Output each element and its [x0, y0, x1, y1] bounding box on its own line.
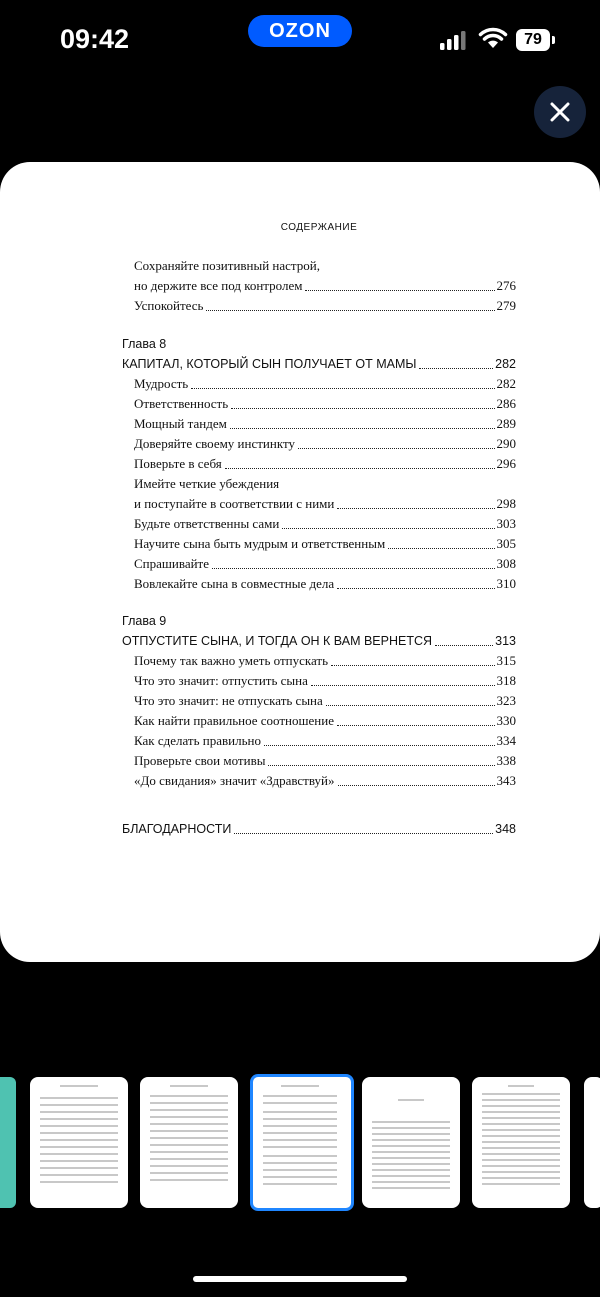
spacer — [122, 791, 516, 819]
toc-entry-page: 279 — [496, 298, 516, 313]
dot-leader — [234, 833, 493, 834]
page-thumbnail[interactable] — [472, 1077, 570, 1208]
toc-entry — [122, 434, 516, 454]
chapter-title-row — [122, 631, 516, 651]
dot-leader — [298, 448, 495, 449]
toc-entry-page: 318 — [496, 673, 516, 688]
dot-leader — [388, 548, 494, 549]
dot-leader — [206, 310, 494, 311]
dot-leader — [264, 745, 495, 746]
cellular-signal-icon — [440, 30, 466, 50]
dot-leader — [419, 368, 493, 369]
chapter-title: ОТПУСТИТЕ СЫНА, И ТОГДА ОН К ВАМ ВЕРНЕТСЯ — [122, 634, 433, 648]
chapter-label: Глава 8 — [122, 337, 167, 351]
toc-entry-page: 298 — [496, 496, 516, 511]
toc-entry-title: Мудрость — [134, 376, 189, 391]
toc-entry — [122, 731, 516, 751]
toc-entry — [122, 671, 516, 691]
toc-entry-page: 343 — [496, 773, 516, 788]
close-icon — [550, 102, 570, 122]
dot-leader — [337, 588, 494, 589]
page-thumbnail[interactable] — [584, 1077, 600, 1208]
toc-entry — [122, 394, 516, 414]
clock: 09:42 — [60, 24, 130, 54]
table-of-contents — [122, 222, 516, 839]
toc-entry-title: Вовлекайте сына в совместные дела — [134, 576, 335, 591]
toc-entry-title: Успокойтесь — [134, 298, 204, 313]
toc-entry-title: Будьте ответственны сами — [134, 516, 280, 531]
toc-entry — [122, 771, 516, 791]
toc-entry-page: 308 — [496, 556, 516, 571]
battery-indicator — [516, 29, 556, 51]
toc-entry-page: 310 — [496, 576, 516, 591]
status-bar — [0, 0, 600, 80]
chapter-page: 313 — [495, 634, 516, 648]
dot-leader — [212, 568, 494, 569]
toc-entry — [122, 751, 516, 771]
toc-entry-title: Ответственность — [134, 396, 229, 411]
toc-entry-page: 305 — [496, 536, 516, 551]
toc-entry — [122, 574, 516, 594]
toc-entry-page: 330 — [496, 713, 516, 728]
wifi-icon — [478, 26, 508, 50]
toc-entry — [122, 454, 516, 474]
dot-leader — [231, 408, 494, 409]
toc-entry-page: 323 — [496, 693, 516, 708]
page-thumbnail[interactable] — [30, 1077, 128, 1208]
toc-entry — [122, 414, 516, 434]
toc-entry — [122, 554, 516, 574]
dot-leader — [191, 388, 494, 389]
acknowledgements-page: 348 — [495, 822, 516, 836]
toc-entry — [122, 711, 516, 731]
battery-level: 79 — [516, 29, 550, 51]
toc-entry — [122, 651, 516, 671]
page-thumbnail-selected[interactable] — [250, 1074, 354, 1211]
toc-entry-page: 276 — [496, 278, 516, 293]
chapter-label: Глава 9 — [122, 614, 167, 628]
toc-entry-title: Как найти правильное соотношение — [134, 713, 334, 728]
toc-entry-title: Как сделать правильно — [134, 733, 261, 748]
toc-entry-title: Почему так важно уметь отпускать — [134, 653, 329, 668]
dot-leader — [268, 765, 494, 766]
dot-leader — [337, 725, 495, 726]
close-button[interactable] — [534, 86, 586, 138]
chapter-page: 282 — [495, 357, 516, 371]
book-page-viewer[interactable] — [0, 162, 600, 962]
dot-leader — [230, 428, 495, 429]
cover-thumbnail[interactable] — [0, 1077, 16, 1208]
toc-entry — [122, 514, 516, 534]
dot-leader — [305, 290, 494, 291]
acknowledgements-title: БЛАГОДАРНОСТИ — [122, 822, 232, 836]
dot-leader — [225, 468, 495, 469]
chapter-title-row — [122, 354, 516, 374]
toc-entry — [122, 276, 516, 296]
toc-entry — [122, 534, 516, 554]
dot-leader — [435, 645, 493, 646]
toc-entry-page: 289 — [496, 416, 516, 431]
toc-entry-title: «До свидания» значит «Здравствуй» — [134, 773, 335, 788]
dot-leader — [338, 785, 495, 786]
toc-entry-title: Что это значит: отпустить сына — [134, 673, 308, 688]
toc-entry-page: 338 — [496, 753, 516, 768]
toc-entry-page: 282 — [496, 376, 516, 391]
page-thumbnail[interactable] — [140, 1077, 238, 1208]
toc-entry-title: Проверьте свои мотивы — [134, 753, 266, 768]
dot-leader — [282, 528, 494, 529]
dot-leader — [311, 685, 495, 686]
dot-leader — [326, 705, 495, 706]
toc-entry-line: Имейте четкие убеждения — [134, 476, 280, 491]
battery-tip — [552, 36, 555, 44]
chapter-title: КАПИТАЛ, КОТОРЫЙ СЫН ПОЛУЧАЕТ ОТ МАМЫ — [122, 357, 417, 371]
ozon-logo: OZON — [248, 15, 352, 47]
toc-entry-page: 334 — [496, 733, 516, 748]
toc-entry-title: но держите все под контролем — [134, 278, 303, 293]
toc-entry — [122, 296, 516, 316]
acknowledgements-row — [122, 819, 516, 839]
dot-leader — [331, 665, 494, 666]
toc-entry-title: Поверьте в себя — [134, 456, 222, 471]
toc-entry-page: 286 — [496, 396, 516, 411]
toc-entry-title: Доверяйте своему инстинкту — [134, 436, 295, 451]
toc-entry-title: Мощный тандем — [134, 416, 227, 431]
toc-entry-title: Что это значит: не отпускать сына — [134, 693, 323, 708]
toc-entry-title: Научите сына быть мудрым и ответственным — [134, 536, 386, 551]
toc-entry-title: Спрашивайте — [134, 556, 210, 571]
page-header: СОДЕРЖАНИЕ — [280, 222, 358, 233]
page-thumbnail-strip[interactable] — [0, 1077, 600, 1209]
home-indicator[interactable] — [193, 1276, 407, 1282]
toc-entry-line: Сохраняйте позитивный настрой, — [134, 258, 320, 273]
toc-entry-page: 290 — [496, 436, 516, 451]
page-thumbnail[interactable] — [362, 1077, 460, 1208]
toc-entry-page: 303 — [496, 516, 516, 531]
toc-entry-page: 315 — [496, 653, 516, 668]
toc-entry — [122, 691, 516, 711]
toc-entry-page: 296 — [496, 456, 516, 471]
toc-entry-title: и поступайте в соответствии с ними — [134, 496, 335, 511]
toc-entry — [122, 374, 516, 394]
dot-leader — [337, 508, 494, 509]
toc-entry — [122, 494, 516, 514]
